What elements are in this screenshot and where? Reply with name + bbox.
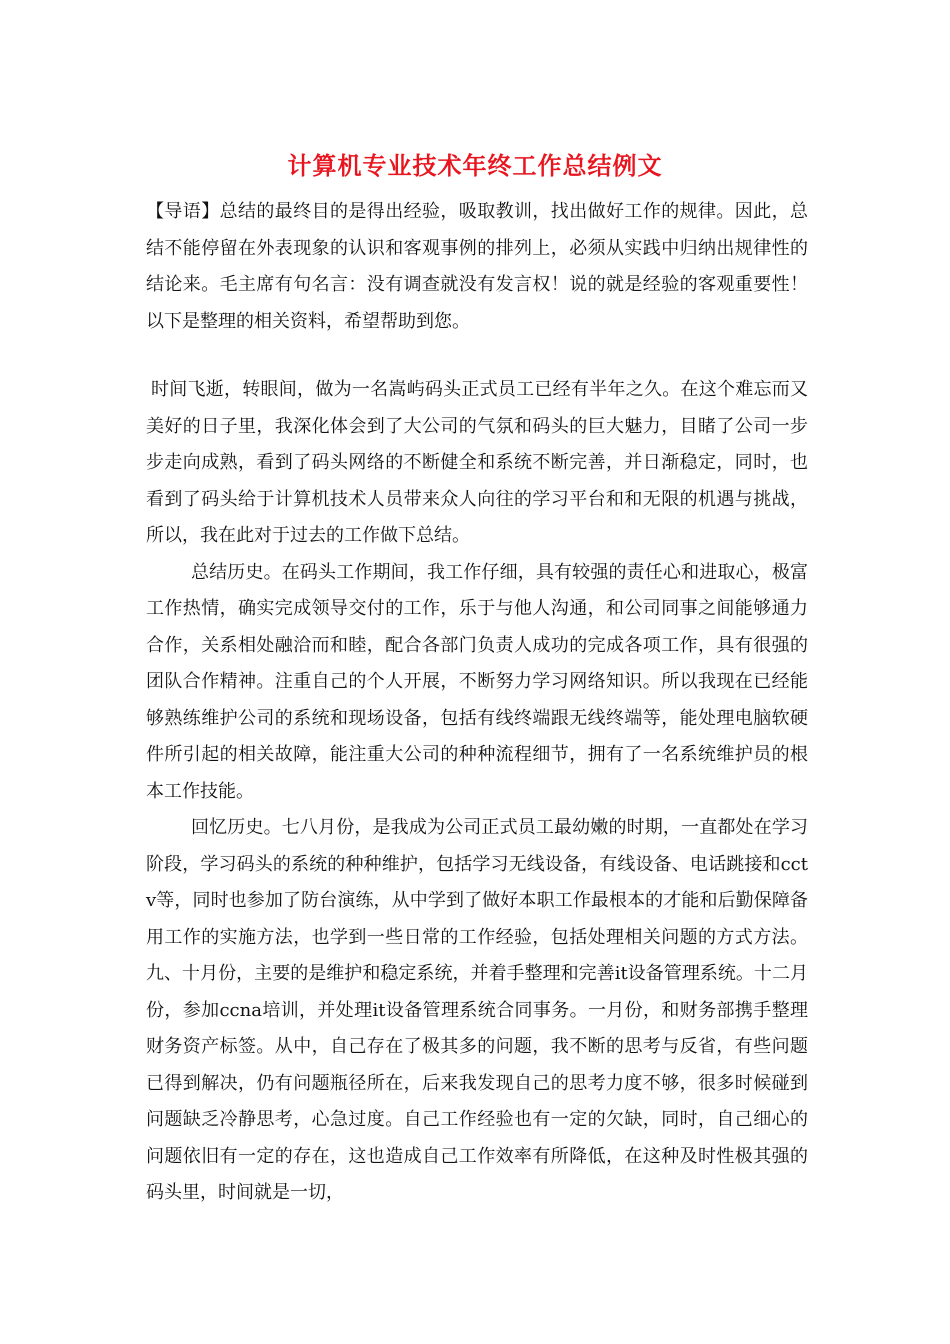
document-title: 计算机专业技术年终工作总结例文 [287,151,663,180]
article-body [146,372,808,1212]
intro-paragraph: 【导语】总结的最终目的是得出经验，吸取教训，找出做好工作的规律。因此，总结不能停留在外表现象的认识和客观事例的排列上，必须从实践中归纳出规律性的结论来。毛主席有句名言：没有调查就没有发言权！说的就是经验的客观重要性！以下是整理的相关资料，希望帮助到您。 [146,201,808,332]
body-paragraph-1: 时间飞逝，转眼间，做为一名嵩屿码头正式员工已经有半年之久。在这个难忘而又美好的日子里，我深化体会到了大公司的气氛和码头的巨大魅力，目睹了公司一步步走向成熟，看到了码头网络的不断健全和系统不断完善，并日渐稳定，同时，也看到了码头给于计算机技术人员带来众人向往的学习平台和和无限的机遇与挑战，所以，我在此对于过去的工作做下总结。 [146,379,808,546]
body-paragraph-2: 总结历史。在码头工作期间，我工作仔细，具有较强的责任心和进取心，极富工作热情，确实完成领导交付的工作，乐于与他人沟通，和公司同事之间能够通力合作，关系相处融洽而和睦，配合各部门负责人成功的完成各项工作，具有很强的团队合作精神。注重自己的个人开展，不断努力学习网络知识。所以我现在已经能够熟练维护公司的系统和现场设备，包括有线终端跟无线终端等，能处理电脑软硬件所引起的相关故障，能注重大公司的种种流程细节，拥有了一名系统维护员的根本工作技能。 [146,561,808,802]
intro-section [146,194,808,340]
body-paragraph-3: 回忆历史。七八月份，是我成为公司正式员工最幼嫩的时期，一直都处在学习阶段，学习码头的系统的种种维护，包括学习无线设备，有线设备、电话跳接和cctv等，同时也参加了防台演练，从中学到了做好本职工作最根本的才能和后勤保障备用工作的实施方法，也学到一些日常的工作经验，包括处理相关问题的方式方法。九、十月份，主要的是维护和稳定系统，并着手整理和完善it设备管理系统。十二月份，参加ccna培训，并处理it设备管理系统合同事务。一月份，和财务部携手整理财务资产标签。从中，自己存在了极其多的问题，我不断的思考与反省，有些问题已得到解决，仍有问题瓶径所在，后来我发现自己的思考力度不够，很多时候碰到问题缺乏冷静思考，心急过度。自己工作经验也有一定的欠缺，同时，自己细心的问题依旧有一定的存在，这也造成自己工作效率有所降低，在这种及时性极其强的码头里，时间就是一切， [146,817,808,1203]
